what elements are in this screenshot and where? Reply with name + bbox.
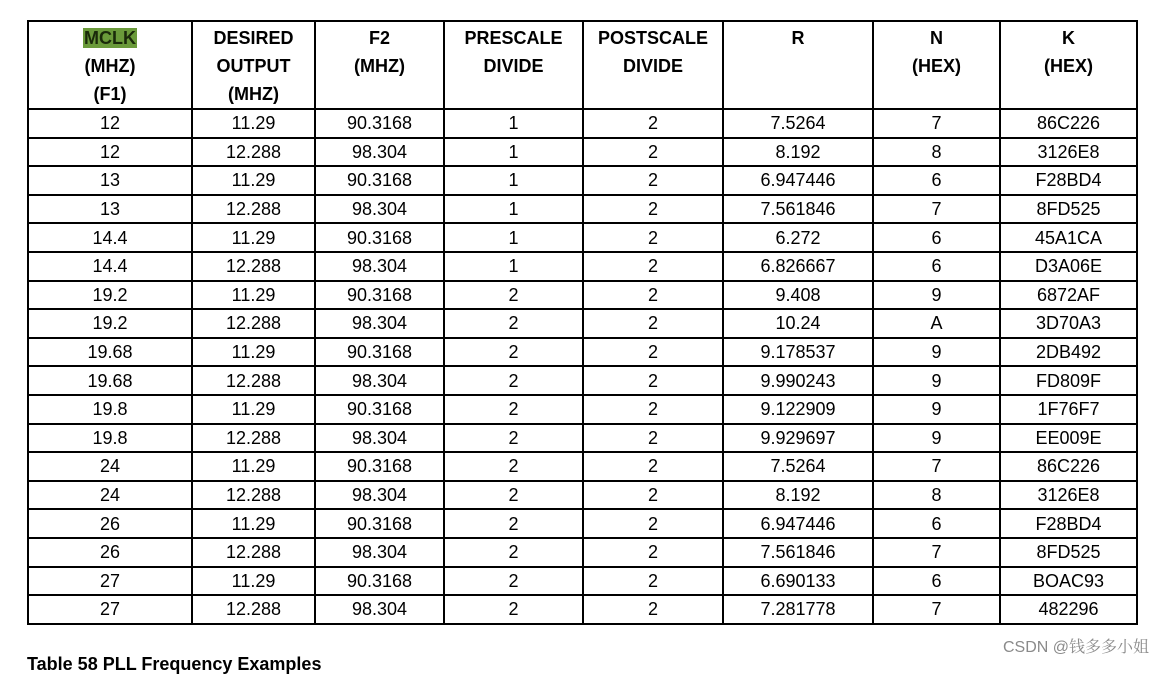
- table-cell: 6.826667: [723, 252, 873, 281]
- table-cell: 7.5264: [723, 452, 873, 481]
- header-row: [28, 21, 1137, 109]
- header-line: DIVIDE: [483, 56, 544, 76]
- table-cell: 10.24: [723, 309, 873, 338]
- table-row: [28, 538, 1137, 567]
- table-cell: 2: [444, 366, 583, 395]
- table-body: [28, 109, 1137, 624]
- table-cell: 2: [583, 595, 723, 624]
- header-line: (HEX): [1044, 56, 1093, 76]
- table-cell: 3126E8: [1000, 138, 1137, 167]
- header-line: F2: [368, 28, 390, 48]
- table-cell: 24: [28, 481, 192, 510]
- table-cell: 13: [28, 195, 192, 224]
- table-cell: 11.29: [192, 109, 315, 138]
- table-cell: 2: [444, 567, 583, 596]
- header-line: (HEX): [912, 56, 961, 76]
- table-cell: 1: [444, 138, 583, 167]
- table-row: [28, 395, 1137, 424]
- header-line: K: [1062, 28, 1075, 48]
- table-cell: 2: [444, 424, 583, 453]
- table-cell: 3126E8: [1000, 481, 1137, 510]
- table-cell: 7: [873, 538, 1000, 567]
- header-line: DESIRED: [213, 28, 294, 48]
- header-line: DIVIDE: [622, 56, 683, 76]
- table-cell: 9: [873, 281, 1000, 310]
- table-cell: 12.288: [192, 424, 315, 453]
- table-cell: 2: [583, 509, 723, 538]
- table-cell: FD809F: [1000, 366, 1137, 395]
- table-cell: 9.408: [723, 281, 873, 310]
- column-header: [723, 21, 873, 109]
- table-cell: 2: [444, 595, 583, 624]
- table-cell: 2: [583, 309, 723, 338]
- table-row: [28, 138, 1137, 167]
- table-cell: 2: [444, 452, 583, 481]
- table-cell: 2DB492: [1000, 338, 1137, 367]
- table-cell: 13: [28, 166, 192, 195]
- table-cell: 98.304: [315, 538, 444, 567]
- header-line: (MHZ): [354, 56, 405, 76]
- table-cell: 1: [444, 166, 583, 195]
- column-header: [444, 21, 583, 109]
- table-cell: 6.947446: [723, 166, 873, 195]
- table-cell: 1: [444, 109, 583, 138]
- table-row: [28, 509, 1137, 538]
- table-cell: 2: [583, 481, 723, 510]
- table-cell: 9: [873, 424, 1000, 453]
- table-cell: 7.5264: [723, 109, 873, 138]
- table-cell: 11.29: [192, 567, 315, 596]
- table-caption: Table 58 PLL Frequency Examples: [27, 654, 322, 674]
- table-cell: 14.4: [28, 223, 192, 252]
- table-cell: 2: [444, 509, 583, 538]
- table-cell: 19.68: [28, 366, 192, 395]
- table-cell: 1: [444, 223, 583, 252]
- header-line: MCLK: [84, 28, 136, 48]
- table-cell: 2: [444, 538, 583, 567]
- table-cell: 8.192: [723, 138, 873, 167]
- header-line: N: [930, 28, 943, 48]
- table-cell: 11.29: [192, 223, 315, 252]
- column-header: [583, 21, 723, 109]
- table-cell: 12.288: [192, 538, 315, 567]
- table-cell: 90.3168: [315, 567, 444, 596]
- table-cell: 19.8: [28, 395, 192, 424]
- table-cell: 98.304: [315, 595, 444, 624]
- table-cell: 11.29: [192, 509, 315, 538]
- table-cell: 11.29: [192, 452, 315, 481]
- table-cell: 12.288: [192, 195, 315, 224]
- table-cell: 98.304: [315, 366, 444, 395]
- table-cell: 7: [873, 195, 1000, 224]
- table-cell: 9.990243: [723, 366, 873, 395]
- table-row: [28, 567, 1137, 596]
- table-cell: 3D70A3: [1000, 309, 1137, 338]
- header-line: (F1): [93, 84, 127, 104]
- table-cell: 2: [583, 424, 723, 453]
- table-cell: 2: [583, 567, 723, 596]
- table-cell: 2: [583, 452, 723, 481]
- table-row: [28, 424, 1137, 453]
- table-cell: 90.3168: [315, 223, 444, 252]
- table-cell: 7: [873, 109, 1000, 138]
- table-row: [28, 366, 1137, 395]
- table-cell: 6: [873, 509, 1000, 538]
- table-cell: D3A06E: [1000, 252, 1137, 281]
- table-cell: 6: [873, 223, 1000, 252]
- table-row: [28, 452, 1137, 481]
- header-line: (MHZ): [228, 84, 279, 104]
- table-cell: 12.288: [192, 481, 315, 510]
- table-cell: 7.281778: [723, 595, 873, 624]
- table-row: [28, 252, 1137, 281]
- table-cell: 90.3168: [315, 281, 444, 310]
- table-cell: 19.68: [28, 338, 192, 367]
- column-header: [28, 21, 192, 109]
- table-cell: 2: [583, 366, 723, 395]
- table-row: [28, 338, 1137, 367]
- table-cell: 98.304: [315, 481, 444, 510]
- table-cell: 6.272: [723, 223, 873, 252]
- table-cell: 8FD525: [1000, 195, 1137, 224]
- table-cell: 12.288: [192, 309, 315, 338]
- table-cell: A: [873, 309, 1000, 338]
- table-cell: 482296: [1000, 595, 1137, 624]
- table-cell: 27: [28, 595, 192, 624]
- header-line: R: [791, 28, 805, 48]
- watermark: CSDN @钱多多小姐: [1002, 639, 1149, 656]
- table-cell: 26: [28, 509, 192, 538]
- table-cell: 8.192: [723, 481, 873, 510]
- table-cell: 9: [873, 338, 1000, 367]
- table-cell: 45A1CA: [1000, 223, 1137, 252]
- table-cell: 1: [444, 195, 583, 224]
- table-cell: 9.929697: [723, 424, 873, 453]
- table-cell: 24: [28, 452, 192, 481]
- table-cell: 6.690133: [723, 567, 873, 596]
- table-cell: 11.29: [192, 395, 315, 424]
- table-row: [28, 195, 1137, 224]
- column-header: [1000, 21, 1137, 109]
- table-cell: 12.288: [192, 138, 315, 167]
- table-cell: 90.3168: [315, 109, 444, 138]
- table-cell: 8: [873, 481, 1000, 510]
- table-cell: 11.29: [192, 166, 315, 195]
- table-cell: 2: [583, 195, 723, 224]
- table-cell: 27: [28, 567, 192, 596]
- table-cell: 2: [583, 109, 723, 138]
- table-cell: 19.8: [28, 424, 192, 453]
- header-line: OUTPUT: [216, 56, 291, 76]
- table-cell: 12.288: [192, 252, 315, 281]
- table-cell: 7.561846: [723, 538, 873, 567]
- table-cell: F28BD4: [1000, 509, 1137, 538]
- table-cell: 8: [873, 138, 1000, 167]
- column-header: [192, 21, 315, 109]
- header-line: PRESCALE: [464, 28, 563, 48]
- pll-frequency-table: [27, 20, 1138, 625]
- table-cell: 90.3168: [315, 338, 444, 367]
- table-cell: 2: [583, 223, 723, 252]
- table-row: [28, 309, 1137, 338]
- table-cell: 7: [873, 595, 1000, 624]
- column-header: [315, 21, 444, 109]
- table-cell: 2: [583, 166, 723, 195]
- table-cell: 8FD525: [1000, 538, 1137, 567]
- header-line: (MHZ): [84, 56, 136, 76]
- table-cell: 2: [583, 395, 723, 424]
- table-cell: 11.29: [192, 281, 315, 310]
- table-cell: 12: [28, 138, 192, 167]
- table-cell: 14.4: [28, 252, 192, 281]
- table-cell: 19.2: [28, 309, 192, 338]
- table-cell: 86C226: [1000, 109, 1137, 138]
- table-cell: 6: [873, 567, 1000, 596]
- table-cell: 2: [444, 309, 583, 338]
- table-cell: 2: [583, 281, 723, 310]
- table-cell: 19.2: [28, 281, 192, 310]
- table-cell: 98.304: [315, 424, 444, 453]
- table-cell: 6.947446: [723, 509, 873, 538]
- table-cell: BOAC93: [1000, 567, 1137, 596]
- table-cell: 98.304: [315, 252, 444, 281]
- table-row: [28, 223, 1137, 252]
- table-row: [28, 595, 1137, 624]
- table-cell: 12.288: [192, 366, 315, 395]
- table-cell: 2: [444, 395, 583, 424]
- header-line: POSTSCALE: [597, 28, 708, 48]
- table-cell: 90.3168: [315, 452, 444, 481]
- table-cell: 2: [444, 481, 583, 510]
- table-cell: 98.304: [315, 195, 444, 224]
- table-cell: 12: [28, 109, 192, 138]
- table-cell: 9.178537: [723, 338, 873, 367]
- table-cell: 6: [873, 166, 1000, 195]
- table-cell: 90.3168: [315, 395, 444, 424]
- table-cell: 9.122909: [723, 395, 873, 424]
- table-cell: 1: [444, 252, 583, 281]
- table-row: [28, 166, 1137, 195]
- table-cell: 11.29: [192, 338, 315, 367]
- table-cell: 1F76F7: [1000, 395, 1137, 424]
- table-cell: 2: [444, 281, 583, 310]
- table-cell: 90.3168: [315, 509, 444, 538]
- table-cell: 2: [583, 338, 723, 367]
- table-row: [28, 281, 1137, 310]
- table-cell: 7: [873, 452, 1000, 481]
- table-cell: 98.304: [315, 309, 444, 338]
- table-cell: 2: [583, 252, 723, 281]
- table-cell: 9: [873, 395, 1000, 424]
- table-cell: 26: [28, 538, 192, 567]
- table-cell: 98.304: [315, 138, 444, 167]
- table-cell: 2: [444, 338, 583, 367]
- column-header: [873, 21, 1000, 109]
- table-cell: F28BD4: [1000, 166, 1137, 195]
- table-cell: 6872AF: [1000, 281, 1137, 310]
- table-row: [28, 109, 1137, 138]
- table-cell: EE009E: [1000, 424, 1137, 453]
- table-cell: 7.561846: [723, 195, 873, 224]
- table-cell: 12.288: [192, 595, 315, 624]
- table-cell: 6: [873, 252, 1000, 281]
- table-cell: 2: [583, 138, 723, 167]
- table-cell: 86C226: [1000, 452, 1137, 481]
- table-cell: 90.3168: [315, 166, 444, 195]
- table-row: [28, 481, 1137, 510]
- table-cell: 9: [873, 366, 1000, 395]
- table-cell: 2: [583, 538, 723, 567]
